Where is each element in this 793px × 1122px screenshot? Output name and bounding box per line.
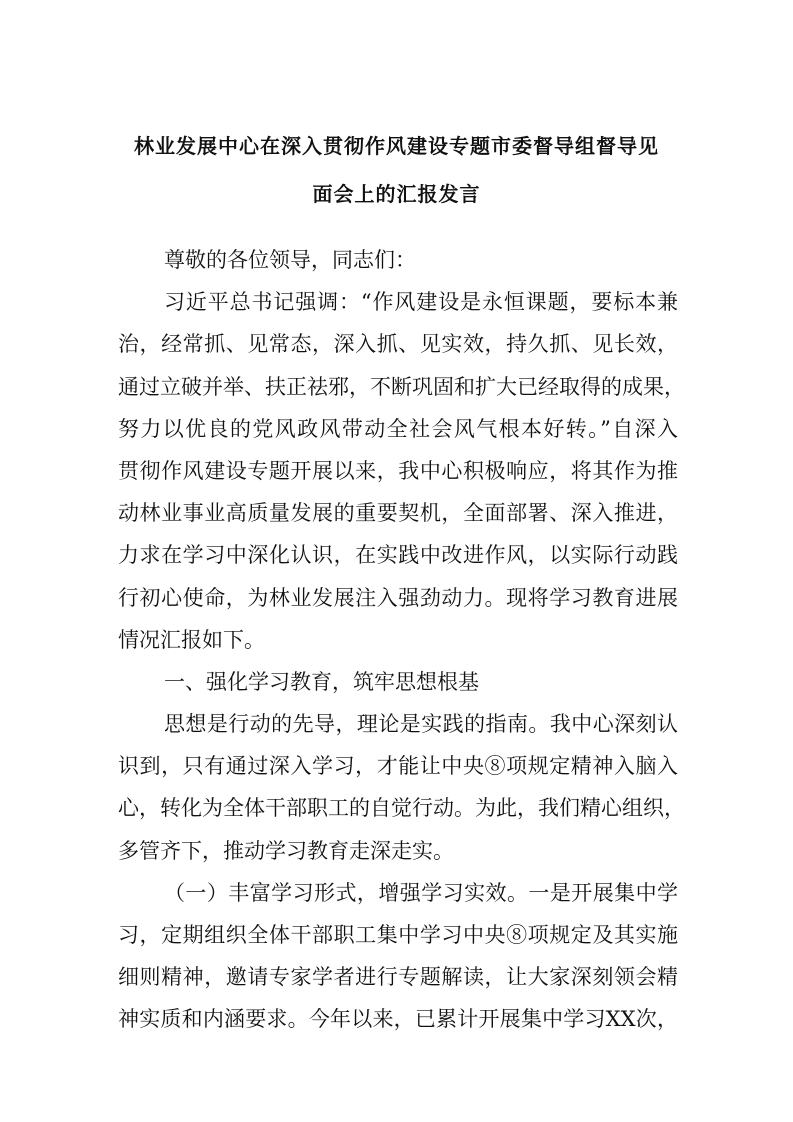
paragraph-line: 情况汇报如下。: [118, 627, 265, 652]
paragraph-line: 治，经常抓、见常态，深入抓、见实效，持久抓、见长效，: [118, 332, 678, 357]
section-heading: 一、强化学习教育，筑牢思想根基: [164, 669, 479, 694]
paragraph-line: 动林业事业高质量发展的重要契机，全面部署、深入推进，: [118, 501, 678, 526]
paragraph-line: 贯彻作风建设专题开展以来，我中心积极响应，将其作为推: [118, 458, 678, 483]
paragraph-line: 神实质和内涵要求。今年以来，已累计开展集中学习XX次，: [118, 1007, 678, 1032]
document-body: [118, 239, 685, 1041]
paragraph-line: 思想是行动的先导，理论是实践的指南。我中心深刻认: [164, 712, 678, 737]
salutation: 尊敬的各位领导，同志们：: [164, 248, 416, 272]
paragraph-line: 行初心使命，为林业发展注入强劲动力。现将学习教育进展: [118, 585, 678, 610]
paragraph-line: 识到，只有通过深入学习，才能让中央⑧项规定精神入脑入: [118, 754, 678, 779]
paragraph-line: （一）丰富学习形式，增强学习实效。一是开展集中学: [164, 880, 678, 905]
document-title-line-2: 面会上的汇报发言: [312, 182, 481, 206]
paragraph-line: 努力以优良的党风政风带动全社会风气根本好转。”自深入: [118, 416, 678, 441]
paragraph-line: 通过立破并举、扶正祛邪，不断巩固和扩大已经取得的成果，: [118, 374, 685, 399]
paragraph-line: 多管齐下，推动学习教育走深走实。: [118, 838, 454, 863]
paragraph-line: 细则精神，邀请专家学者进行专题解读，让大家深刻领会精: [118, 965, 678, 990]
paragraph-line: 力求在学习中深化认识，在实践中改进作风，以实际行动践: [118, 543, 678, 568]
paragraph-line: 心，转化为全体干部职工的自觉行动。为此，我们精心组织，: [118, 796, 685, 821]
document-title-line-1: 林业发展中心在深入贯彻作风建设专题市委督导组督导见: [134, 134, 659, 158]
paragraph-line: 习近平总书记强调：“作风建设是永恒课题，要标本兼: [164, 290, 678, 315]
paragraph-line: 习，定期组织全体干部职工集中学习中央⑧项规定及其实施: [118, 923, 678, 947]
